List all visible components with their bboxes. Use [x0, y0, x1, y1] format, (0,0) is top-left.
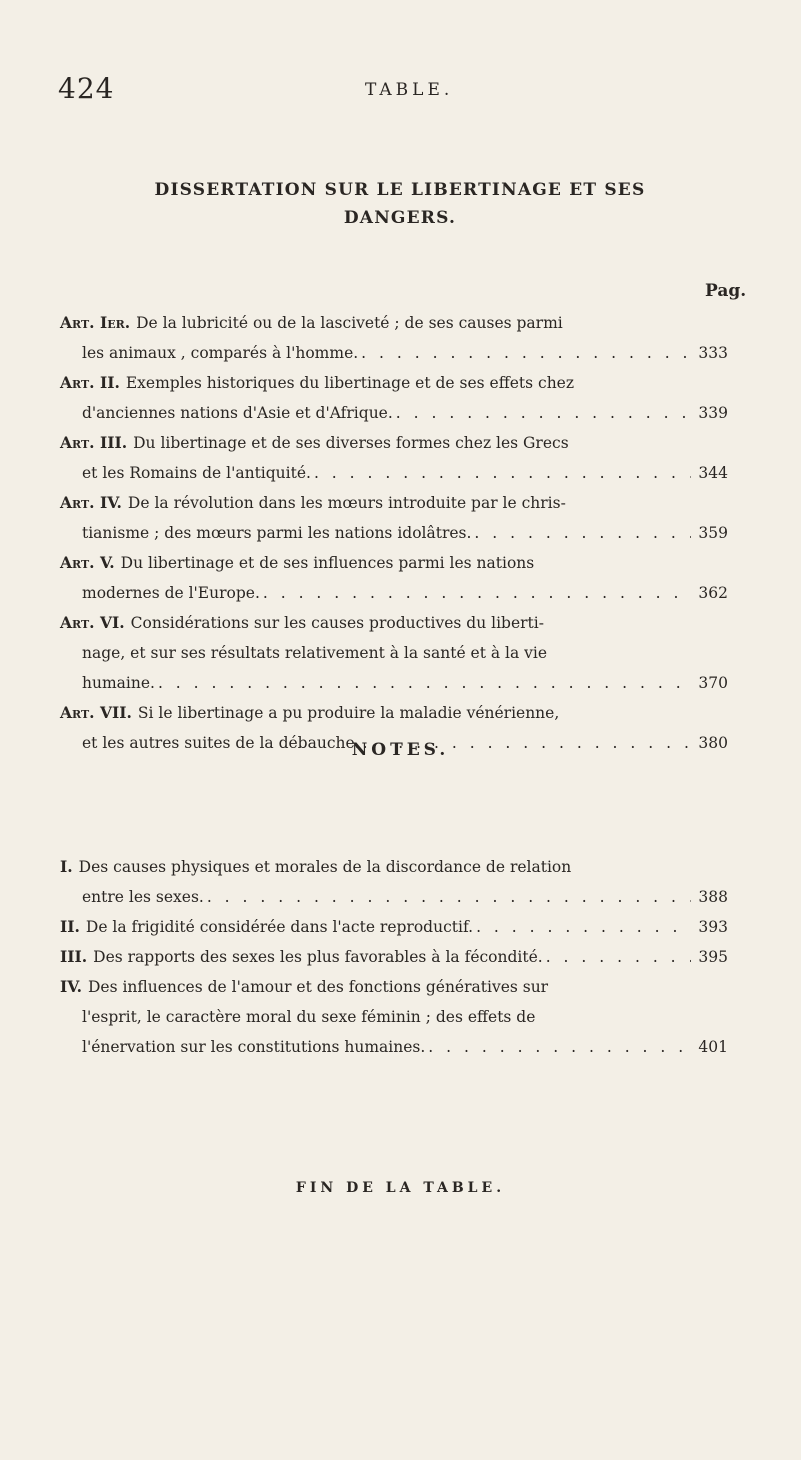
- entry-text: tianisme ; des mœurs parmi les nations idolâtres.: [82, 524, 472, 542]
- page-reference: 393: [698, 918, 728, 936]
- entry-text: Des rapports des sexes les plus favorables à la fécondité.: [93, 948, 543, 966]
- article-entry: [60, 488, 728, 548]
- entry-line: [60, 428, 728, 458]
- article-list: [60, 308, 728, 758]
- entry-text: les animaux , comparés à l'homme.: [82, 344, 359, 362]
- entry-text: modernes de l'Europe.: [82, 584, 260, 602]
- end-of-table: FIN DE LA TABLE.: [295, 1180, 506, 1196]
- entry-line: [60, 578, 728, 608]
- page-reference: 362: [698, 584, 728, 602]
- entry-text: Si le libertinage a pu produire la maladie vénérienne,: [137, 704, 560, 722]
- entry-line: [60, 308, 728, 338]
- entry-line: [60, 518, 728, 548]
- entry-line: [60, 398, 728, 428]
- entry-text: et les Romains de l'antiquité.: [82, 464, 311, 482]
- entry-line: [60, 942, 728, 972]
- note-entry: [60, 852, 728, 912]
- page-reference: 401: [698, 1038, 728, 1056]
- leader-dots: [546, 942, 691, 972]
- entry-text: Considérations sur les causes productives du liberti-: [130, 614, 544, 632]
- entry-line: [60, 458, 728, 488]
- title-line-2: DANGERS.: [343, 208, 457, 228]
- entry-text: Du libertinage et de ses diverses formes chez les Grecs: [133, 434, 569, 452]
- leader-dots: [158, 668, 691, 698]
- leader-dots: [263, 578, 691, 608]
- entry-line: [60, 368, 728, 398]
- entry-label: IV.: [60, 977, 82, 996]
- entry-text: De la lubricité ou de la lasciveté ; de ses causes parmi: [136, 314, 563, 332]
- page-reference: 388: [698, 888, 728, 906]
- article-entry: [60, 548, 728, 608]
- pag-label: Pag.: [705, 281, 747, 301]
- entry-line: [60, 698, 728, 728]
- entry-line: [60, 668, 728, 698]
- leader-dots: [476, 912, 691, 942]
- entry-text: De la révolution dans les mœurs introduite par le chris-: [127, 494, 566, 512]
- running-head: TABLE.: [365, 80, 454, 100]
- article-entry: [60, 368, 728, 428]
- entry-label: Art. VI.: [60, 613, 125, 632]
- entry-line: [60, 338, 728, 368]
- entry-text: humaine.: [82, 674, 155, 692]
- leader-dots: [207, 882, 691, 912]
- page-reference: 344: [698, 464, 728, 482]
- page-reference: 333: [698, 344, 728, 362]
- notes-heading: NOTES.: [351, 740, 450, 760]
- entry-label: Art. Ier.: [60, 313, 131, 332]
- entry-text: entre les sexes.: [82, 888, 204, 906]
- note-entry: [60, 912, 728, 942]
- entry-line: [60, 912, 728, 942]
- entry-line: [60, 638, 728, 668]
- page-reference: 370: [698, 674, 728, 692]
- entry-label: Art. V.: [60, 553, 115, 572]
- leader-dots: [474, 518, 691, 548]
- page-number: 424: [58, 72, 115, 105]
- page-reference: 380: [698, 734, 728, 752]
- entry-text: l'esprit, le caractère moral du sexe féminin ; des effets de: [82, 1008, 536, 1026]
- entry-text: Des causes physiques et morales de la discordance de relation: [78, 858, 572, 876]
- leader-dots: [396, 398, 691, 428]
- entry-line: [60, 488, 728, 518]
- article-entry: [60, 308, 728, 368]
- page-reference: 359: [698, 524, 728, 542]
- entry-line: [60, 882, 728, 912]
- entry-line: [60, 972, 728, 1002]
- entry-label: III.: [60, 947, 88, 966]
- note-entry: [60, 972, 728, 1062]
- dissertation-title: [80, 176, 720, 232]
- entry-text: De la frigidité considérée dans l'acte reproductif.: [85, 918, 474, 936]
- entry-text: d'anciennes nations d'Asie et d'Afrique.: [82, 404, 393, 422]
- leader-dots: [314, 458, 691, 488]
- entry-line: [60, 548, 728, 578]
- entry-line: [60, 608, 728, 638]
- leader-dots: [361, 338, 691, 368]
- entry-text: Du libertinage et de ses influences parmi les nations: [120, 554, 535, 572]
- entry-text: l'énervation sur les constitutions humaines.: [82, 1038, 426, 1056]
- article-entry: [60, 428, 728, 488]
- entry-text: et les autres suites de la débauche.: [82, 734, 360, 752]
- entry-line: [60, 1002, 728, 1032]
- article-entry: [60, 608, 728, 698]
- entry-label: Art. III.: [60, 433, 128, 452]
- page-reference: 339: [698, 404, 728, 422]
- entry-text: nage, et sur ses résultats relativement à la santé et à la vie: [82, 644, 548, 662]
- entry-label: Art. II.: [60, 373, 120, 392]
- entry-label: II.: [60, 917, 80, 936]
- entry-text: Exemples historiques du libertinage et de ses effets chez: [125, 374, 575, 392]
- page-reference: 395: [698, 948, 728, 966]
- note-entry: [60, 942, 728, 972]
- notes-list: [60, 852, 728, 1062]
- entry-label: Art. VII.: [60, 703, 132, 722]
- entry-label: I.: [60, 857, 73, 876]
- title-line-1: DISSERTATION SUR LE LIBERTINAGE ET SES: [154, 180, 646, 200]
- entry-text: Des influences de l'amour et des fonctions génératives sur: [87, 978, 549, 996]
- entry-line: [60, 1032, 728, 1062]
- entry-line: [60, 852, 728, 882]
- entry-label: Art. IV.: [60, 493, 122, 512]
- leader-dots: [428, 1032, 691, 1062]
